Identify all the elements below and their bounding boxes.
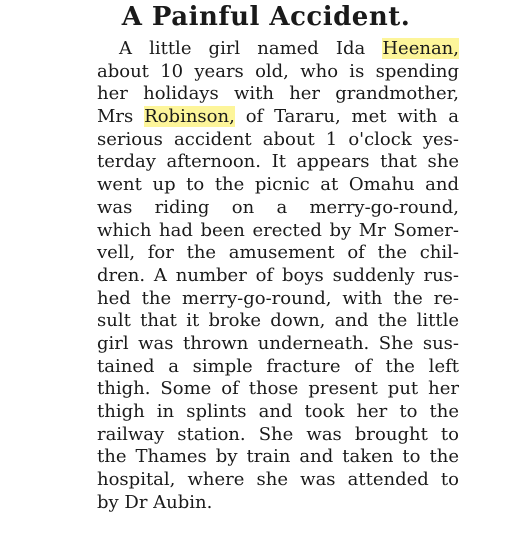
text-line — [97, 446, 459, 469]
text-line — [97, 265, 459, 288]
line-text: about 10 years old, who is spending — [97, 60, 459, 82]
text-line — [97, 83, 459, 106]
text-line — [97, 129, 459, 152]
text-line — [97, 356, 459, 379]
text-line — [97, 401, 459, 424]
line-text: sult that it broke down, and the little — [97, 310, 459, 332]
line-text: tained a simple fracture of the left — [97, 355, 459, 377]
line-text: terday afternoon. It appears that she — [97, 151, 459, 173]
text-line — [97, 333, 459, 356]
line-text: hospital, where she was attended to — [97, 469, 459, 491]
article-headline: A Painful Accident. — [121, 2, 411, 32]
line-text: went up to the picnic at Omahu and — [97, 174, 459, 196]
line-text: which had been erected by Mr Somer- — [97, 219, 459, 241]
text-line — [97, 378, 459, 401]
line-text: was riding on a merry-go-round, — [97, 196, 459, 218]
line-text: railway station. She was brought to — [97, 423, 459, 445]
text-line — [97, 106, 459, 129]
line-text: thigh in splints and took her to the — [97, 401, 459, 422]
line-text: by Dr Aubin. — [97, 491, 213, 513]
line-text: Mrs — [97, 106, 145, 128]
text-line — [97, 151, 459, 174]
line-text: A little girl named Ida — [119, 38, 383, 59]
text-line — [97, 469, 459, 492]
text-line — [97, 288, 459, 311]
line-text: hed the merry-go-round, with the re- — [97, 287, 459, 309]
line-text: girl was thrown underneath. She sus- — [97, 332, 459, 354]
text-line — [97, 38, 459, 61]
line-text: vell, for the amusement of the chil- — [97, 242, 459, 264]
line-text: her holidays with her grandmother, — [97, 83, 459, 105]
text-line — [97, 220, 459, 243]
line-text: dren. A number of boys suddenly rus- — [97, 264, 459, 286]
line-text: of Tararu, met with a — [234, 106, 459, 128]
article-body — [97, 38, 459, 514]
text-line — [97, 174, 459, 197]
line-text: serious accident about 1 o'clock yes- — [97, 128, 459, 150]
text-line — [97, 310, 459, 333]
text-line — [97, 242, 459, 265]
text-line — [97, 197, 459, 220]
line-text: thigh. Some of those present put her — [97, 378, 459, 400]
text-line — [97, 61, 459, 84]
text-line — [97, 424, 459, 447]
highlighted-name: Heenan, — [382, 38, 459, 59]
line-text: the Thames by train and taken to the — [97, 446, 459, 468]
text-line — [97, 492, 459, 515]
highlighted-name: Robinson, — [144, 106, 235, 128]
